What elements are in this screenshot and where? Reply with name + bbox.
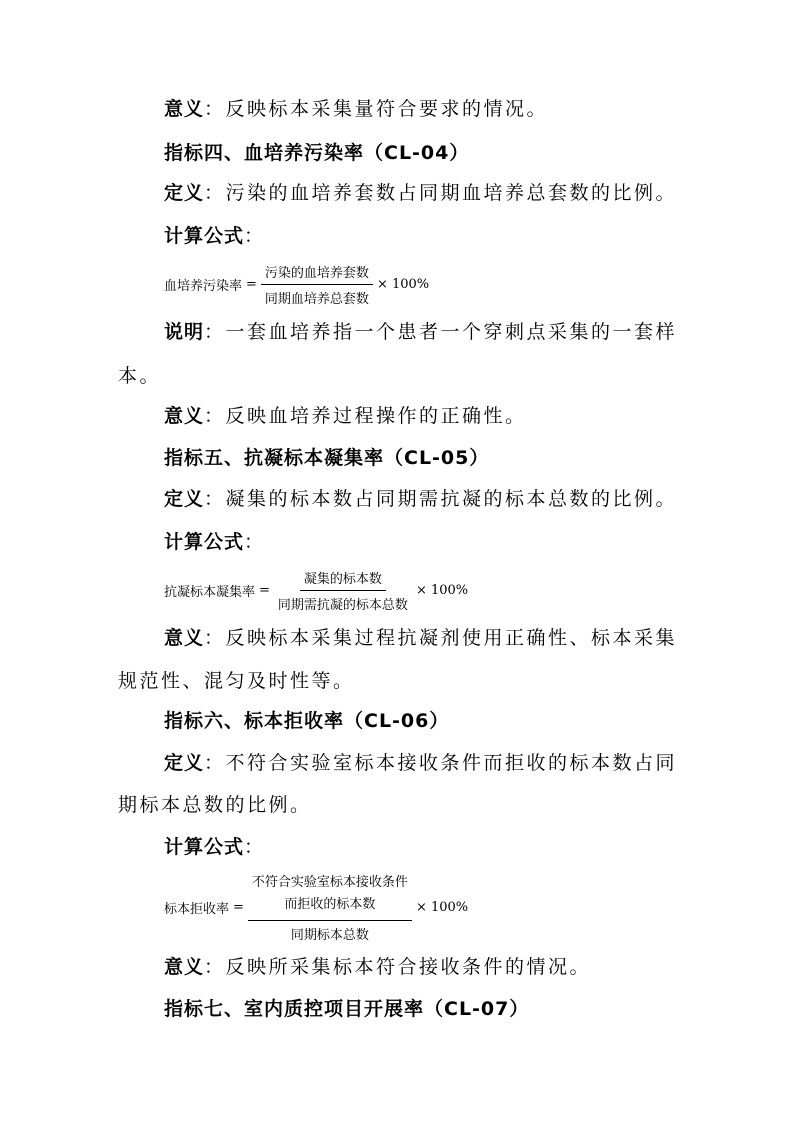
formula-anticoagulant <box>164 568 468 613</box>
definition-line <box>164 751 677 775</box>
text: 反映标本采集过程抗凝剂使用正确性、标本采集 <box>225 627 678 649</box>
label: 计算公式 <box>164 225 245 247</box>
significance-line <box>164 955 591 979</box>
denominator: 同期标本总数 <box>290 928 369 943</box>
indicator-6-heading: 指标六、标本拒收率（CL-06） <box>164 710 450 732</box>
fraction <box>274 568 412 613</box>
numerator-line-2: 而拒收的标本数 <box>284 897 376 912</box>
fraction <box>248 872 412 943</box>
equals-sign: = <box>259 583 270 598</box>
colon: ： <box>204 752 226 774</box>
text: 凝集的标本数占同期需抗凝的标本总数的比例。 <box>225 488 678 510</box>
note-line <box>164 320 677 344</box>
multiplier: × 100% <box>415 583 469 598</box>
colon: ： <box>244 836 266 858</box>
significance-line <box>164 97 548 121</box>
numerator: 凝集的标本数 <box>300 568 386 591</box>
colon: ： <box>244 225 266 247</box>
label: 定义 <box>164 488 205 510</box>
definition-line <box>164 181 677 205</box>
label: 意义 <box>164 405 205 427</box>
colon: ： <box>204 627 226 649</box>
label: 计算公式 <box>164 836 245 858</box>
significance-line-continued: 规范性、混匀及时性等。 <box>118 670 355 692</box>
label: 意义 <box>164 627 205 649</box>
colon: ： <box>204 405 226 427</box>
formula-label-line <box>164 224 266 248</box>
formula-lhs: 血培养污染率 <box>164 279 243 294</box>
text: 反映所采集标本符合接收条件的情况。 <box>225 956 592 978</box>
label: 计算公式 <box>164 531 245 553</box>
formula-label-line <box>164 530 266 554</box>
label: 定义 <box>164 182 205 204</box>
equals-sign: = <box>246 277 257 292</box>
label: 定义 <box>164 752 205 774</box>
formula-rejection <box>164 872 468 943</box>
significance-line <box>164 404 527 428</box>
definition-line-continued: 期标本总数的比例。 <box>118 794 312 816</box>
colon: ： <box>204 98 226 120</box>
text: 反映血培养过程操作的正确性。 <box>225 405 527 427</box>
text: 一套血培养指一个患者一个穿刺点采集的一套样 <box>225 321 678 343</box>
indicator-4-heading: 指标四、血培养污染率（CL-04） <box>164 142 470 164</box>
denominator: 同期需抗凝的标本总数 <box>277 598 408 613</box>
label: 意义 <box>164 98 205 120</box>
numerator: 污染的血培养套数 <box>261 262 373 285</box>
note-line-continued: 本。 <box>118 365 162 387</box>
formula-lhs: 标本拒收率 <box>164 902 230 917</box>
significance-line <box>164 626 677 650</box>
text: 不符合实验室标本接收条件而拒收的标本数占同 <box>225 752 678 774</box>
multiplier: × 100% <box>415 900 469 915</box>
colon: ： <box>204 321 226 343</box>
denominator: 同期血培养总套数 <box>264 292 369 307</box>
formula-lhs: 抗凝标本凝集率 <box>164 585 256 600</box>
multiplier: × 100% <box>376 277 430 292</box>
label: 说明 <box>164 321 205 343</box>
colon: ： <box>204 182 226 204</box>
colon: ： <box>204 488 226 510</box>
definition-line <box>164 487 677 511</box>
label: 意义 <box>164 956 205 978</box>
text: 污染的血培养套数占同期血培养总套数的比例。 <box>225 182 678 204</box>
colon: ： <box>204 956 226 978</box>
formula-blood-culture <box>164 262 429 307</box>
formula-label-line <box>164 835 266 859</box>
indicator-7-heading: 指标七、室内质控项目开展率（CL-07） <box>164 998 530 1020</box>
numerator <box>248 872 412 921</box>
text: 反映标本采集量符合要求的情况。 <box>225 98 549 120</box>
equals-sign: = <box>233 900 244 915</box>
indicator-5-heading: 指标五、抗凝标本凝集率（CL-05） <box>164 447 490 469</box>
colon: ： <box>244 531 266 553</box>
fraction <box>261 262 373 307</box>
numerator-line-1: 不符合实验室标本接收条件 <box>251 875 408 890</box>
